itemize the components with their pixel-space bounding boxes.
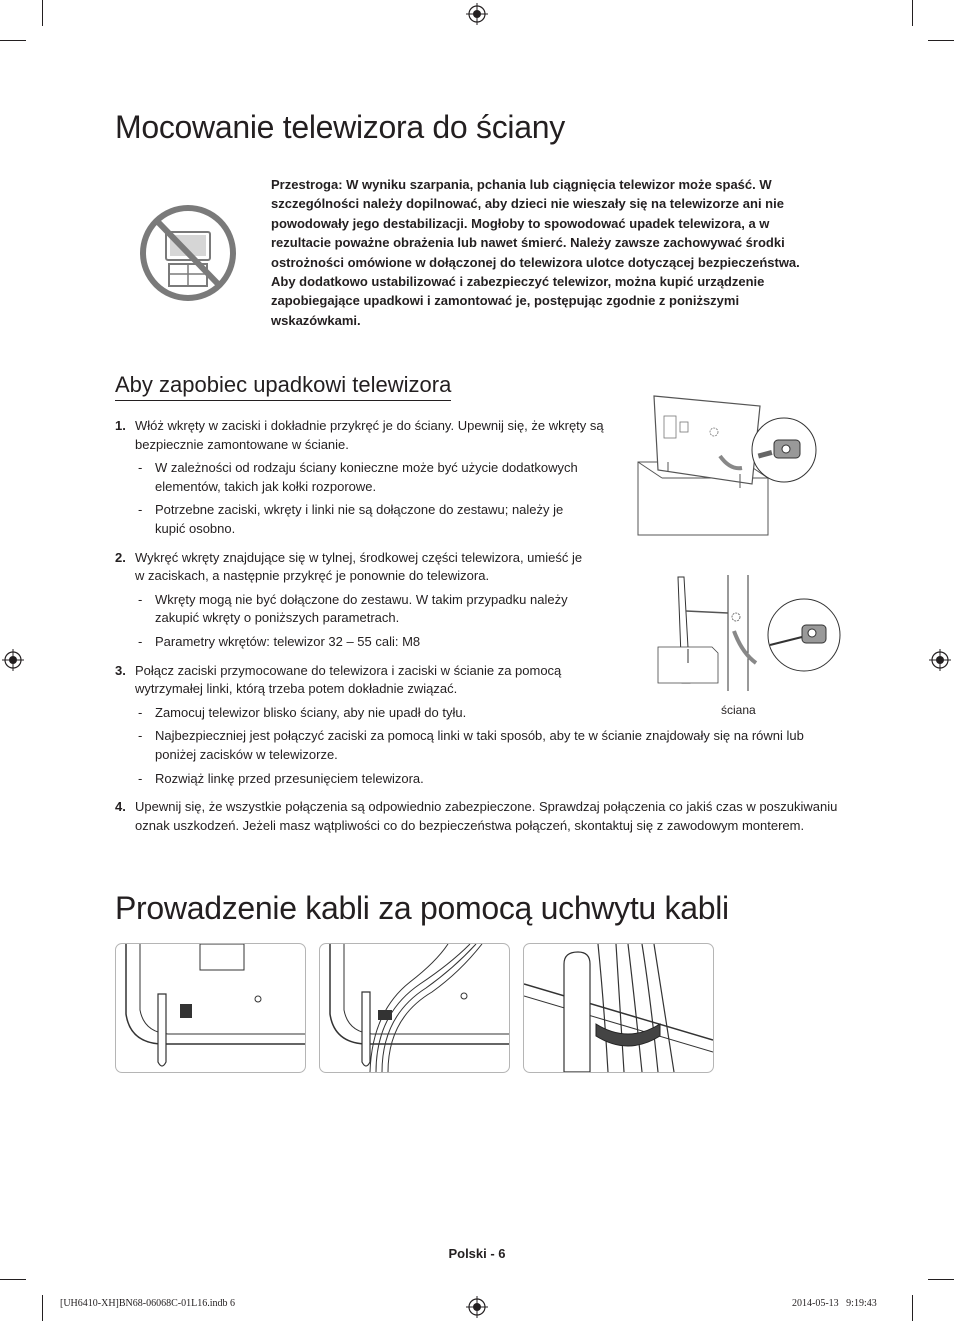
step-note: - Rozwiąż linkę przed przesunięciem telewizora.: [138, 770, 424, 786]
step-text: Włóż wkręty w zaciski i dokładnie przykręć je do ściany. Upewnij się, że wkręty są bezpiecznie zamontowane w ścianie.: [135, 418, 604, 452]
crop-mark: [0, 1279, 26, 1280]
crop-mark: [0, 40, 26, 41]
step-number: 3.: [115, 662, 126, 678]
crop-mark: [928, 1279, 954, 1280]
cable-holder-step-2: [319, 943, 510, 1073]
safety-warning: Przestroga: W wyniku szarpania, pchania lub ciągnięcia telewizor może spaść. W szczególności należy dopilnować, aby dzieci nie wieszały się na telewizorze ani nie powodowały jego destabilizacji. Mogłoby to spowodować upadek telewizora, a w rezultacie poważne obrażenia lub nawet śmierć. Należy zawsze zachowywać środki ostrożności omówione w dołączonej do telewizora ulotce dotyczącej bezpieczeństwa. Aby dodatkowo ustabilizować i zabezpieczyć telewizor, można kupić urządzenie zapobiegające upadkowi i zamontować je, postępując zgodnie z poniższymi wskazówkami.: [271, 177, 800, 328]
crop-mark: [912, 0, 913, 26]
cable-holder-step-3: [523, 943, 714, 1073]
registration-mark-icon: [466, 3, 488, 25]
tv-bracket-illustration: [634, 392, 834, 537]
crop-mark: [928, 40, 954, 41]
step-note: - W zależności od rodzaju ściany konieczne może być użycie dodatkowych elementów, takich jak kołki rozporowe.: [138, 460, 578, 494]
step-number: 4.: [115, 799, 126, 815]
cable-holder-step-1: [115, 943, 306, 1073]
step-number: 2.: [115, 549, 126, 565]
step-note: - Wkręty mogą nie być dołączone do zestawu. W takim przypadku należy zakupić wkręty o poniższych parametrach.: [138, 591, 568, 626]
step-text: Połącz zaciski przymocowane do telewizora i zaciski w ścianie za pomocą wytrzymałej linki, którą trzeba potem dokładnie związać.: [135, 662, 562, 697]
step-note: - Potrzebne zaciski, wkręty i linki nie są dołączone do zestawu; należy je kupić osobno.: [138, 502, 564, 536]
page-title: Mocowanie telewizora do ściany: [115, 109, 565, 145]
crop-mark: [42, 1295, 43, 1321]
crop-mark: [912, 1295, 913, 1321]
wall-label: ściana: [721, 703, 756, 717]
tv-wall-illustration: [652, 573, 842, 693]
step-1: [115, 417, 605, 454]
step-text: Wykręć wkręty znajdujące się w tylnej, środkowej części telewizora, umieść je w zaciskach, a następnie przykręć je ponownie do telewizora.: [135, 549, 583, 584]
step-note: - Najbezpieczniej jest połączyć zaciski za pomocą linki w taki sposób, aby te w ścianie znajdowały się na równi lub poniżej zacisków w telewizorze.: [138, 728, 804, 762]
registration-mark-icon: [2, 649, 24, 671]
crop-mark: [42, 0, 43, 26]
step-note: - Parametry wkrętów: telewizor 32 – 55 cali: M8: [138, 633, 421, 649]
step-note: - Zamocuj telewizor blisko ściany, aby nie upadł do tyłu.: [138, 704, 467, 720]
registration-mark-icon: [466, 1296, 488, 1318]
date-slug: 2014-05-13 9:19:43: [792, 1298, 877, 1309]
file-slug: [UH6410-XH]BN68-06068C-01L16.indb 6: [60, 1298, 235, 1309]
step-4: [115, 798, 855, 835]
section-title: Prowadzenie kabli za pomocą uchwytu kabli: [115, 890, 729, 926]
page-number: Polski - 6: [448, 1246, 506, 1261]
step-2: [115, 549, 585, 586]
section-subtitle: Aby zapobiec upadkowi telewizora: [115, 372, 451, 401]
no-climbing-warning-icon: [139, 204, 237, 302]
step-3: [115, 662, 585, 699]
step-number: 1.: [115, 418, 126, 433]
registration-mark-icon: [929, 649, 951, 671]
step-text: Upewnij się, że wszystkie połączenia są odpowiednio zabezpieczone. Sprawdzaj połączenia co jakiś czas w poszukiwaniu oznak uszkodzeń. Jeżeli masz wątpliwości co do bezpieczeństwa połączeń, skontaktuj się z zawodowym monterem.: [135, 799, 838, 833]
